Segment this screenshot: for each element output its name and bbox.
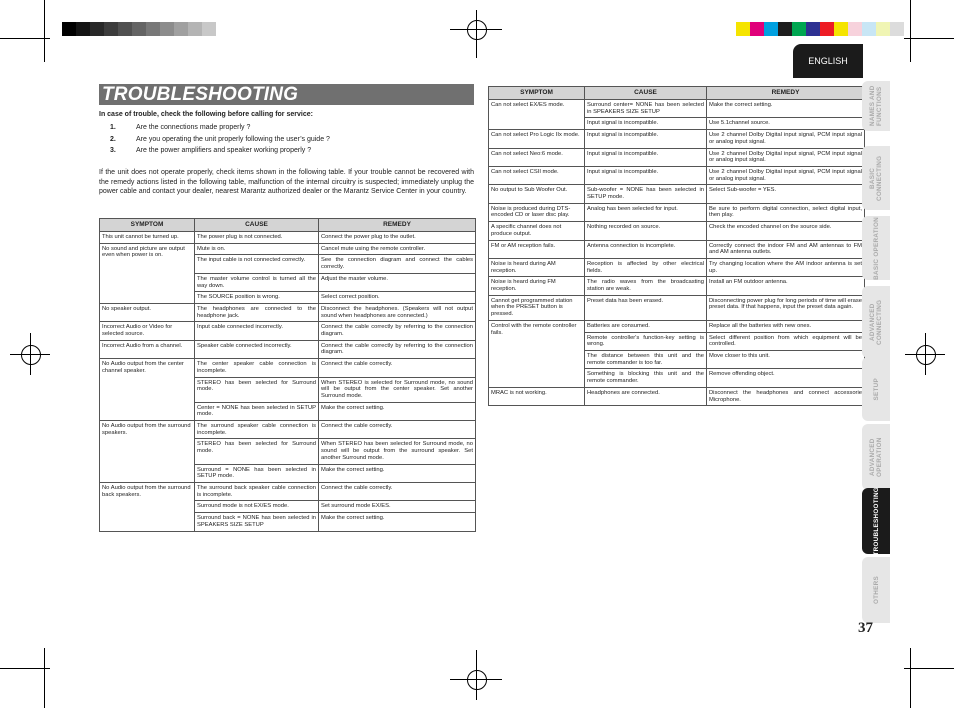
symptom-cell: No Audio output from the surround back speakers.: [100, 482, 195, 531]
cause-cell: STEREO has been selected for Surround mode.: [195, 377, 319, 402]
remedy-cell: Select correct position.: [319, 292, 476, 304]
remedy-cell: Use 5.1channel source.: [707, 118, 865, 130]
symptom-cell: Control with the remote controller fails.: [489, 320, 585, 387]
cause-cell: Remote controller's function-key setting is wrong.: [585, 332, 707, 350]
cause-cell: Center = NONE has been selected in SETUP mode.: [195, 402, 319, 420]
table-row: [489, 222, 865, 240]
section-tab[interactable]: [862, 146, 890, 210]
section-tab[interactable]: [862, 557, 890, 623]
check-text: Are you operating the unit properly following the user’s guide ?: [136, 136, 330, 143]
remedy-cell: Use 2 channel Dolby Digital input signal, PCM input signal or analog input signal.: [707, 130, 865, 148]
section-tab-label: ADVANCED CONNECTING: [869, 299, 883, 345]
cause-cell: The radio waves from the broadcasting station are weak.: [585, 277, 707, 295]
section-tab-label: ADVANCED OPERATION: [869, 437, 883, 477]
symptom-cell: Noise is heard during AM reception.: [489, 258, 585, 276]
table-row: [100, 232, 476, 244]
cause-cell: Speaker cable connected incorrectly.: [195, 340, 319, 358]
section-tab-label: TROUBLESHOOTING: [872, 486, 880, 556]
page-number: 37: [858, 620, 873, 636]
cause-cell: The center speaker cable connection is incomplete.: [195, 359, 319, 377]
remedy-cell: Try changing location where the AM indoor antenna is set up.: [707, 258, 865, 276]
remedy-cell: Select Sub-woofer = YES.: [707, 185, 865, 203]
remedy-cell: Remove offending object.: [707, 369, 865, 387]
symptom-cell: MRAC is not working.: [489, 387, 585, 405]
calibration-swatch: [216, 22, 230, 36]
section-tab-label: NAMES AND FUNCTIONS: [869, 85, 883, 127]
remedy-cell: Move closer to this unit.: [707, 350, 865, 368]
calibration-swatch: [90, 22, 104, 36]
check-text: Are the connections made properly ?: [136, 124, 251, 131]
cause-cell: STEREO has been selected for Surround mode.: [195, 439, 319, 464]
section-tab[interactable]: [862, 216, 890, 280]
symptom-cell: No output to Sub Woofer Out.: [489, 185, 585, 203]
troubleshooting-table-left: [99, 218, 476, 532]
cause-cell: Preset data has been erased.: [585, 295, 707, 320]
remedy-cell: See the connection diagram and connect the cables correctly.: [319, 255, 476, 273]
cause-cell: Something is blocking this unit and the remote commander.: [585, 369, 707, 387]
cause-cell: The SOURCE position is wrong.: [195, 292, 319, 304]
table-row: [100, 243, 476, 255]
calibration-swatch: [848, 22, 862, 36]
section-tab[interactable]: [862, 357, 890, 421]
calibration-swatch: [876, 22, 890, 36]
remedy-cell: Connect the cable correctly.: [319, 482, 476, 500]
symptom-cell: Can not select CSII mode.: [489, 166, 585, 184]
calibration-swatch: [736, 22, 750, 36]
symptom-cell: Can not select Neo:6 mode.: [489, 148, 585, 166]
cause-cell: Surround = NONE has been selected in SETUP mode.: [195, 464, 319, 482]
calibration-swatch: [820, 22, 834, 36]
language-label: ENGLISH: [793, 44, 863, 78]
gray-scale-bar: [62, 22, 230, 36]
table-row: [489, 387, 865, 405]
cause-cell: Batteries are consumed.: [585, 320, 707, 332]
color-calibration-bar: [736, 22, 904, 36]
remedy-cell: Select different position from which equipment will be controlled.: [707, 332, 865, 350]
remedy-cell: When STEREO is selected for Surround mode, no sound will be output from the center speaker. Set another Surround mode.: [319, 377, 476, 402]
remedy-cell: Connect the cable correctly.: [319, 421, 476, 439]
cause-cell: Sub-woofer = NONE has been selected in SETUP mode.: [585, 185, 707, 203]
calibration-swatch: [146, 22, 160, 36]
symptom-cell: No speaker output.: [100, 303, 195, 321]
symptom-cell: A specific channel does not produce output.: [489, 222, 585, 240]
cause-cell: Nothing recorded on source.: [585, 222, 707, 240]
page-title: TROUBLESHOOTING: [102, 84, 299, 105]
remedy-cell: Make the correct setting.: [319, 513, 476, 531]
remedy-cell: Adjust the master volume.: [319, 273, 476, 291]
calibration-swatch: [764, 22, 778, 36]
remedy-cell: Make the correct setting.: [319, 464, 476, 482]
calibration-swatch: [188, 22, 202, 36]
table-row: [489, 258, 865, 276]
table-row: [100, 322, 476, 340]
calibration-swatch: [62, 22, 76, 36]
symptom-cell: Noise is heard during FM reception.: [489, 277, 585, 295]
section-tab-label: BASIC OPERATION: [872, 216, 880, 280]
remedy-cell: Use 2 channel Dolby Digital input signal, PCM input signal or analog input signal.: [707, 148, 865, 166]
cause-cell: Reception is affected by other electrical fields.: [585, 258, 707, 276]
header-cause: CAUSE: [585, 87, 707, 100]
calibration-swatch: [862, 22, 876, 36]
symptom-cell: No Audio output from the center channel speaker.: [100, 359, 195, 421]
check-item: [110, 147, 311, 154]
calibration-swatch: [118, 22, 132, 36]
remedy-cell: Install an FM outdoor antenna.: [707, 277, 865, 295]
check-number: 3.: [110, 147, 116, 154]
calibration-swatch: [750, 22, 764, 36]
check-item: [110, 124, 250, 131]
table-row: [489, 320, 865, 332]
cause-cell: The headphones are connected to the headphone jack.: [195, 303, 319, 321]
symptom-cell: This unit cannot be turned up.: [100, 232, 195, 244]
table-row: [100, 359, 476, 377]
check-item: [110, 136, 330, 143]
cause-cell: Input signal is incompatible.: [585, 148, 707, 166]
remedy-cell: Connect the cable correctly by referring to the connection diagram.: [319, 340, 476, 358]
table-row: [489, 277, 865, 295]
calibration-swatch: [76, 22, 90, 36]
calibration-swatch: [890, 22, 904, 36]
calibration-swatch: [174, 22, 188, 36]
remedy-cell: Disconnect the headphones and connect accessorie Microphone.: [707, 387, 865, 405]
table-row: [489, 185, 865, 203]
remedy-cell: Make the correct setting.: [319, 402, 476, 420]
cause-cell: The input cable is not connected correctly.: [195, 255, 319, 273]
section-tab[interactable]: [862, 424, 890, 490]
remedy-cell: Disconnecting power plug for long periods of time will erase preset data. If that happens, input the preset data again.: [707, 295, 865, 320]
cause-cell: Input signal is incompatible.: [585, 130, 707, 148]
troubleshooting-table-right: [488, 86, 865, 406]
cause-cell: Headphones are connected.: [585, 387, 707, 405]
cause-cell: Input signal is incompatible.: [585, 166, 707, 184]
remedy-cell: Check the encoded channel on the source side.: [707, 222, 865, 240]
check-number: 1.: [110, 124, 116, 131]
cause-cell: The surround back speaker cable connection is incomplete.: [195, 482, 319, 500]
symptom-cell: No sound and picture are output even when power is on.: [100, 243, 195, 303]
section-tab-label: OTHERS: [872, 575, 880, 605]
calibration-swatch: [202, 22, 216, 36]
table-row: [489, 240, 865, 258]
table-row: [100, 303, 476, 321]
remedy-cell: Replace all the batteries with new ones.: [707, 320, 865, 332]
remedy-cell: Connect the cable correctly by referring to the connection diagram.: [319, 322, 476, 340]
section-tab-label: BASIC CONNECTING: [869, 155, 883, 201]
table-row: [489, 295, 865, 320]
cause-cell: Surround center= NONE has been selected in SPEAKERS SIZE SETUP: [585, 100, 707, 118]
symptom-cell: Cannot get programmed station when the PRESET button is pressed.: [489, 295, 585, 320]
check-number: 2.: [110, 136, 116, 143]
table-row: [489, 166, 865, 184]
table-row: [489, 130, 865, 148]
symptom-cell: Can not select Pro Logic IIx mode.: [489, 130, 585, 148]
cause-cell: The distance between this unit and the remote commander is too far.: [585, 350, 707, 368]
section-tab-label: SETUP: [872, 377, 880, 401]
symptom-cell: Can not select EX/ES mode.: [489, 100, 585, 130]
symptom-cell: FM or AM reception fails.: [489, 240, 585, 258]
calibration-swatch: [132, 22, 146, 36]
section-tab[interactable]: [862, 286, 890, 358]
header-cause: CAUSE: [195, 219, 319, 232]
calibration-swatch: [834, 22, 848, 36]
table-row: [100, 340, 476, 358]
header-remedy: REMEDY: [319, 219, 476, 232]
calibration-swatch: [778, 22, 792, 36]
cause-cell: The master volume control is turned all the way down.: [195, 273, 319, 291]
remedy-cell: Connect the power plug to the outlet.: [319, 232, 476, 244]
table-row: [489, 203, 865, 221]
check-text: Are the power amplifiers and speaker working properly ?: [136, 147, 312, 154]
cause-cell: Input cable connected incorrectly.: [195, 322, 319, 340]
remedy-cell: Cancel mute using the remote controller.: [319, 243, 476, 255]
calibration-swatch: [806, 22, 820, 36]
table-row: [489, 148, 865, 166]
remedy-cell: Set surround mode EX/ES.: [319, 501, 476, 513]
cause-cell: The surround speaker cable connection is incomplete.: [195, 421, 319, 439]
intro-paragraph: If the unit does not operate properly, check items shown in the following table. If your trouble cannot be recovered with the remedy actions listed in the following table, malfunction of the internal circuitry is suspected; immediately unplug the power cable and contact your dealer, nearest Marantz authorized dealer or the Marantz Service Center in your country.: [99, 169, 474, 196]
cause-cell: Antenna connection is incomplete.: [585, 240, 707, 258]
remedy-cell: When STEREO has been selected for Surround mode, no sound will be output from the surround speaker. Set another Surround mode.: [319, 439, 476, 464]
remedy-cell: Use 2 channel Dolby Digital input signal, PCM input signal or analog input signal.: [707, 166, 865, 184]
symptom-cell: No Audio output from the surround speakers.: [100, 421, 195, 483]
intro-heading: In case of trouble, check the following before calling for service:: [99, 111, 313, 118]
remedy-cell: Be sure to perform digital connection, select digital input, then play.: [707, 203, 865, 221]
cause-cell: Surround mode is not EX/ES mode.: [195, 501, 319, 513]
symptom-cell: Noise is produced during DTS-encoded CD or laser disc play.: [489, 203, 585, 221]
remedy-cell: Make the correct setting.: [707, 100, 865, 118]
calibration-swatch: [160, 22, 174, 36]
cause-cell: Surround back = NONE has been selected in SPEAKERS SIZE SETUP: [195, 513, 319, 531]
remedy-cell: Disconnect the headphones. (Speakers will not output sound when headphones are connected.): [319, 303, 476, 321]
cause-cell: Input signal is incompatible.: [585, 118, 707, 130]
section-tab[interactable]: [862, 81, 890, 131]
header-remedy: REMEDY: [707, 87, 865, 100]
cause-cell: Analog has been selected for input.: [585, 203, 707, 221]
cause-cell: The power plug is not connected.: [195, 232, 319, 244]
symptom-cell: Incorrect Audio from a channel.: [100, 340, 195, 358]
symptom-cell: Incorrect Audio or Video for selected source.: [100, 322, 195, 340]
table-row: [489, 100, 865, 118]
remedy-cell: Correctly connect the indoor FM and AM antennas to FM and AM antenna outlets.: [707, 240, 865, 258]
remedy-cell: Connect the cable correctly.: [319, 359, 476, 377]
table-row: [100, 421, 476, 439]
section-tab[interactable]: [862, 488, 890, 554]
calibration-swatch: [792, 22, 806, 36]
calibration-swatch: [104, 22, 118, 36]
header-symptom: SYMPTOM: [100, 219, 195, 232]
cause-cell: Mute is on.: [195, 243, 319, 255]
table-row: [100, 482, 476, 500]
header-symptom: SYMPTOM: [489, 87, 585, 100]
